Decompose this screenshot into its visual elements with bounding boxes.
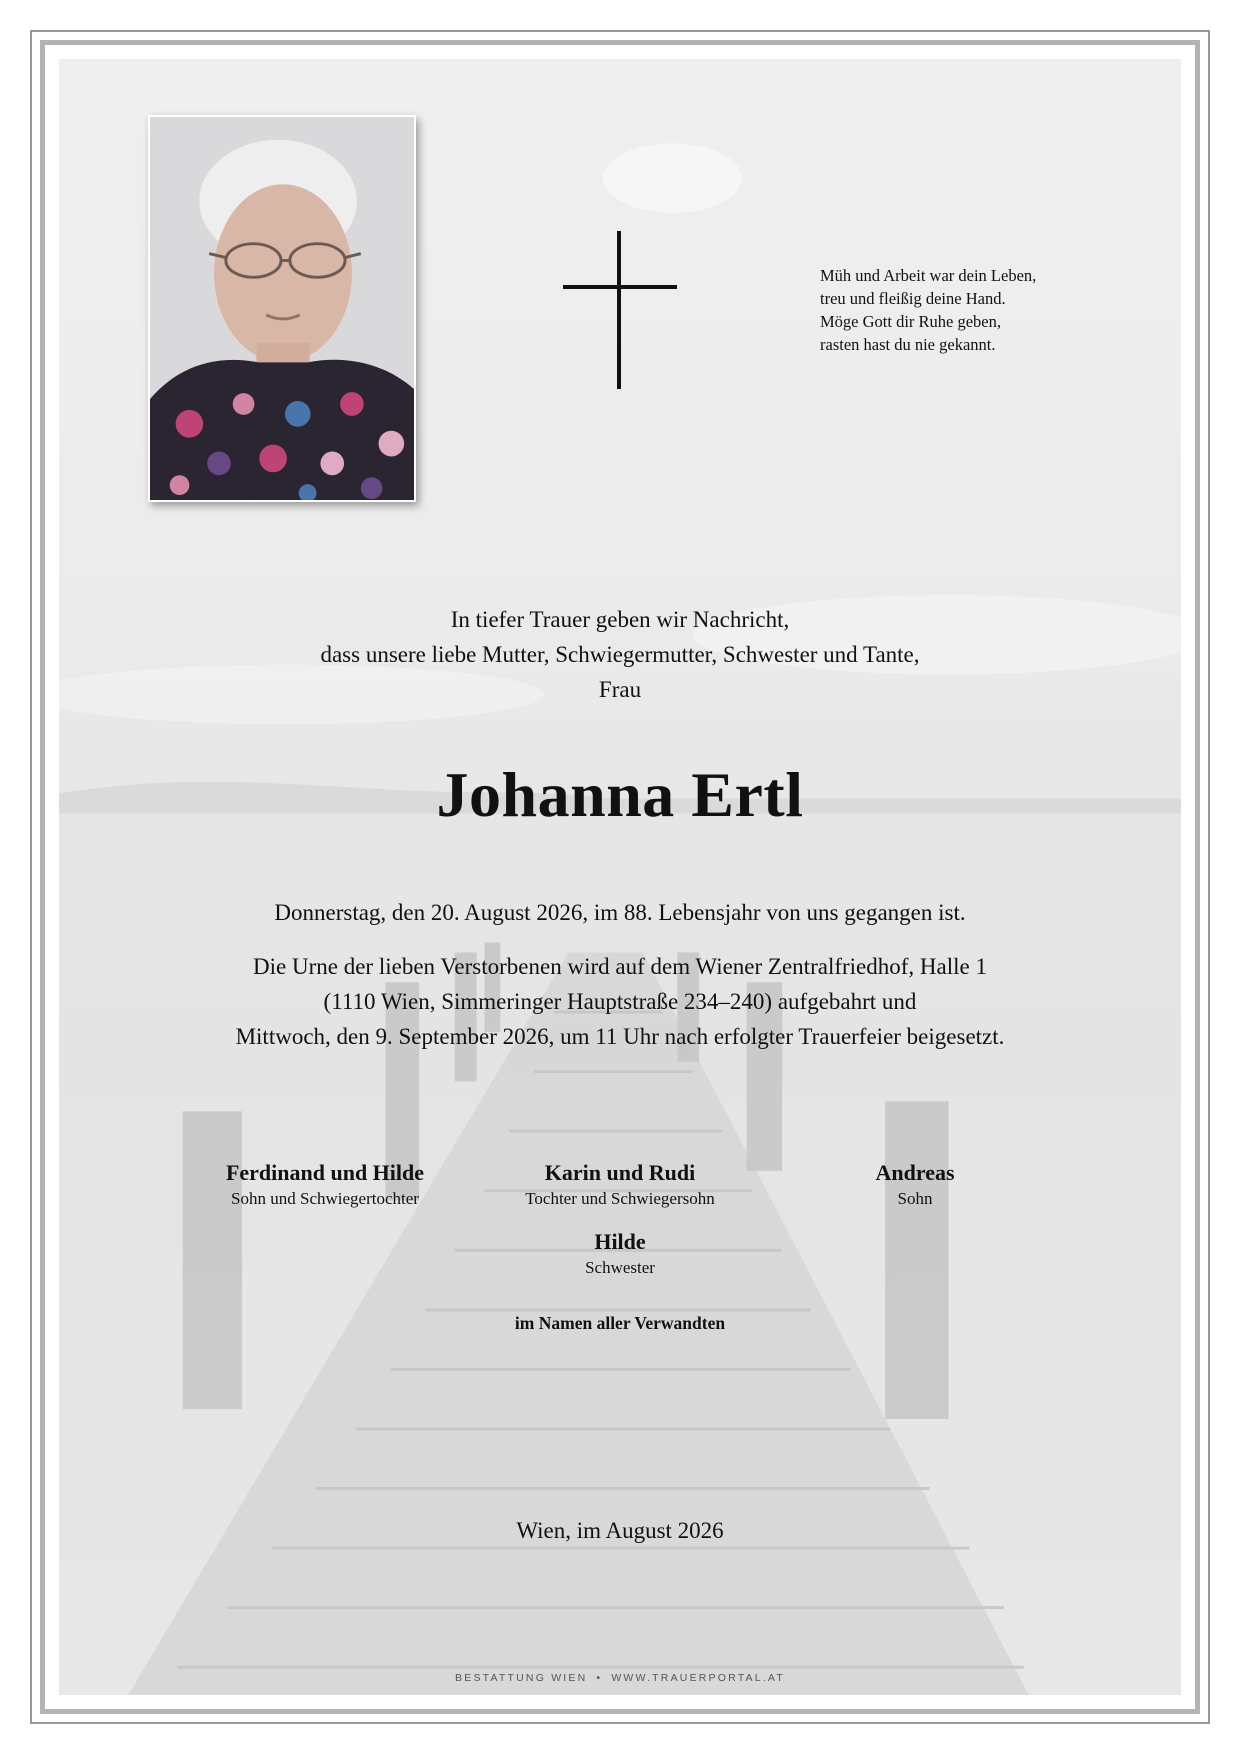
deceased-name: Johanna Ertl — [436, 759, 804, 830]
funeral-line: Mittwoch, den 9. September 2026, um 11 Uhr nach erfolgter Trauerfeier beigesetzt. — [235, 1024, 1005, 1049]
place-date: Wien, im August 2026 — [516, 1518, 724, 1543]
footer-company: BESTATTUNG WIEN — [455, 1672, 588, 1684]
announcement — [120, 602, 1120, 707]
mourner-relation: Sohn — [897, 1189, 933, 1208]
mourner-name: Andreas — [875, 1160, 955, 1185]
mourner-relation: Tochter und Schwiegersohn — [525, 1189, 715, 1208]
mourner-andreas — [765, 1159, 1065, 1211]
announcement-line: dass unsere liebe Mutter, Schwiegermutter, Schwester und Tante, — [320, 642, 920, 667]
funeral-details — [120, 949, 1120, 1054]
mourner-name: Hilde — [594, 1229, 646, 1254]
death-date-line: Donnerstag, den 20. August 2026, im 88. Lebensjahr von uns gegangen ist. — [274, 900, 966, 925]
announcement-line: Frau — [598, 677, 642, 702]
verse-line: Müh und Arbeit war dein Leben, — [820, 266, 1037, 285]
verse-line: treu und fleißig deine Hand. — [820, 289, 1006, 308]
mourner-karin-rudi — [470, 1159, 770, 1211]
funeral-line: Die Urne der lieben Verstorbenen wird auf dem Wiener Zentralfriedhof, Halle 1 — [253, 954, 987, 979]
announcement-line: In tiefer Trauer geben wir Nachricht, — [450, 607, 790, 632]
verse — [820, 264, 1140, 356]
mourner-name: Karin und Rudi — [544, 1160, 696, 1185]
footer-separator: • — [596, 1672, 603, 1684]
mourner-relation: Sohn und Schwiegertochter — [231, 1189, 419, 1208]
footer — [120, 1672, 1120, 1684]
mourner-name: Ferdinand und Hilde — [225, 1160, 425, 1185]
mourner-relation: Schwester — [585, 1258, 655, 1277]
verse-line: rasten hast du nie gekannt. — [820, 335, 996, 354]
portrait-photo — [148, 115, 416, 502]
mourner-hilde — [470, 1228, 770, 1280]
footer-website-link[interactable]: WWW.TRAUERPORTAL.AT — [611, 1672, 785, 1684]
funeral-line: (1110 Wien, Simmeringer Hauptstraße 234–240) aufgebahrt und — [323, 989, 917, 1014]
family-line: im Namen aller Verwandten — [514, 1313, 726, 1333]
verse-line: Möge Gott dir Ruhe geben, — [820, 312, 1002, 331]
cross-icon — [563, 231, 677, 389]
mourner-ferdinand-hilde — [175, 1159, 475, 1211]
